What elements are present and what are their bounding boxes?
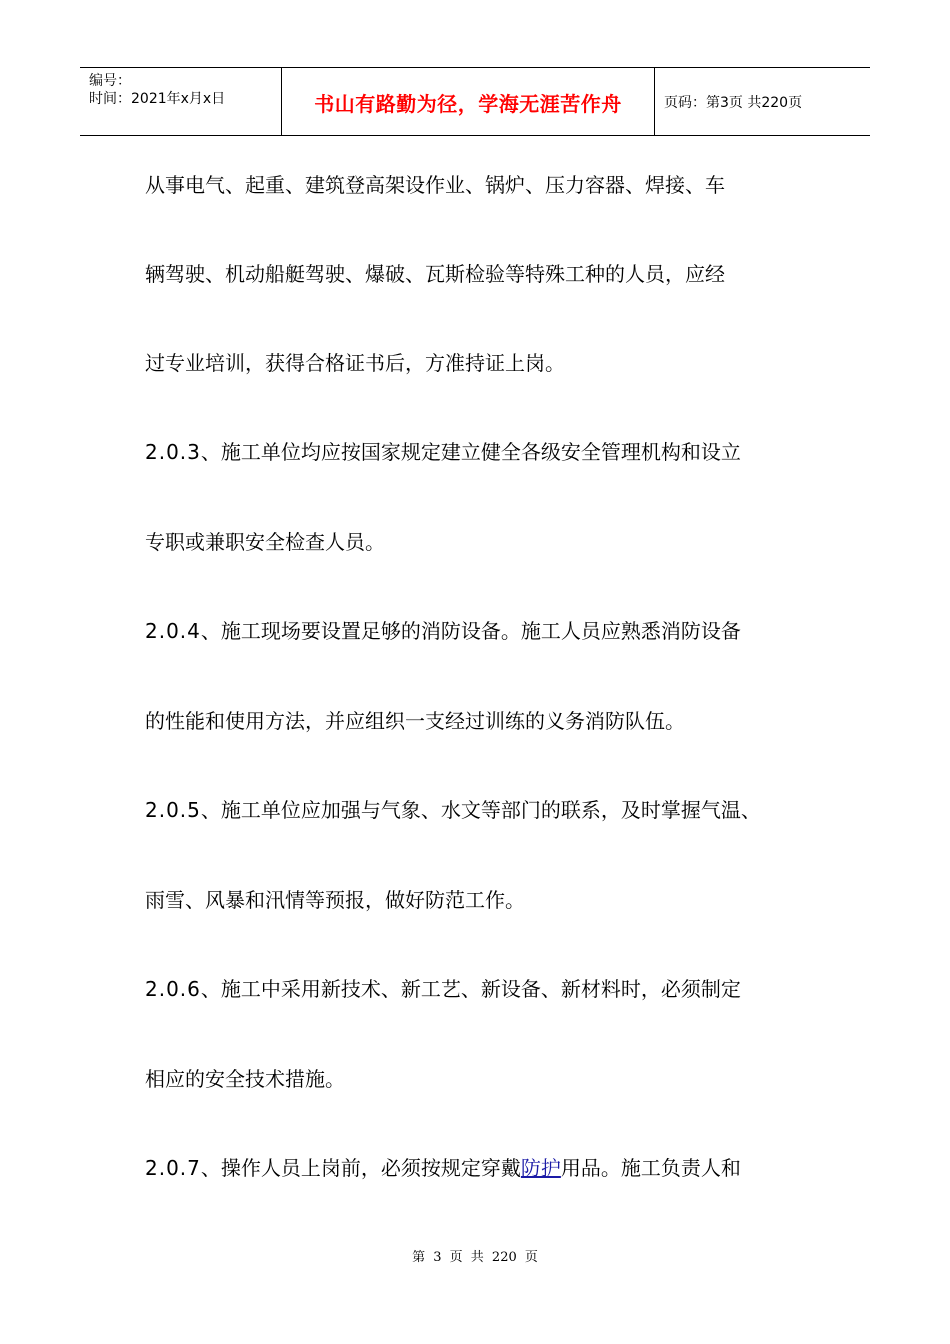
header-meta-cell	[80, 68, 282, 135]
text-line	[145, 348, 835, 378]
text-line	[145, 259, 835, 289]
document-header	[80, 67, 870, 136]
page-footer: 第 3 页 共 220 页	[412, 1250, 538, 1265]
clause-2-0-3	[145, 437, 835, 467]
line-text: 过专业培训，获得合格证书后，方准持证上岗。	[145, 351, 565, 375]
line-text: 的性能和使用方法，并应组织一支经过训练的义务消防队伍。	[145, 709, 685, 733]
text-line	[145, 706, 835, 736]
clause-2-0-5	[145, 795, 835, 825]
clause-2-0-6	[145, 974, 835, 1004]
line-text: 、施工现场要设置足够的消防设备。施工人员应熟悉消防设备	[200, 619, 741, 643]
header-motto-cell	[282, 68, 655, 135]
line-text: 用品。施工负责人和	[560, 1156, 741, 1180]
line-text: 、施工单位应加强与气象、水文等部门的联系，及时掌握气温、	[200, 798, 761, 822]
line-text: 雨雪、风暴和汛情等预报，做好防范工作。	[145, 888, 525, 912]
clause-2-0-4	[145, 616, 835, 646]
clause-2-0-7	[145, 1153, 835, 1183]
clause-number: 2.0.7	[145, 1156, 201, 1180]
page-indicator: 页码：第3页 共220页	[664, 94, 803, 111]
protection-link[interactable]: 防护	[520, 1156, 561, 1180]
clause-number: 2.0.4	[145, 619, 201, 643]
clause-number: 2.0.3	[145, 440, 201, 464]
line-text: 专职或兼职安全检查人员。	[145, 530, 385, 554]
line-text: 、操作人员上岗前，必须按规定穿戴	[200, 1156, 521, 1180]
serial-number-label: 编号：	[89, 73, 131, 89]
text-line	[145, 170, 835, 200]
header-page-cell	[655, 68, 870, 135]
text-line	[145, 885, 835, 915]
line-text: 辆驾驶、机动船艇驾驶、爆破、瓦斯检验等特殊工种的人员，应经	[145, 262, 725, 286]
text-line	[145, 527, 835, 557]
clause-number: 2.0.6	[145, 977, 201, 1001]
line-text: 从事电气、起重、建筑登高架设作业、锅炉、压力容器、焊接、车	[145, 173, 725, 197]
text-line	[145, 1064, 835, 1094]
motto-text: 书山有路勤为径，学海无涯苦作舟	[314, 92, 622, 116]
clause-number: 2.0.5	[145, 798, 201, 822]
date-label: 时间：2021年x月x日	[89, 91, 226, 107]
line-text: 、施工中采用新技术、新工艺、新设备、新材料时，必须制定	[200, 977, 741, 1001]
line-text: 、施工单位均应按国家规定建立健全各级安全管理机构和设立	[200, 440, 741, 464]
line-text: 相应的安全技术措施。	[145, 1067, 345, 1091]
